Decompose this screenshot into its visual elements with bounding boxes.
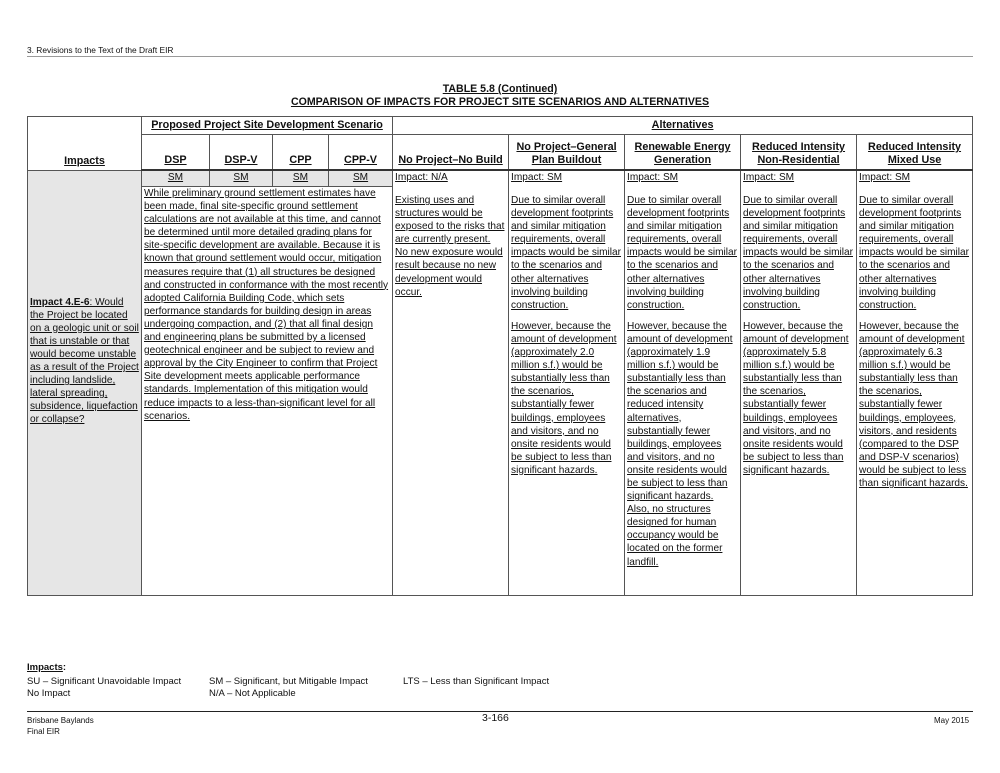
col-header-dsp: DSP	[142, 135, 210, 171]
cell-no-project-no-build	[393, 170, 509, 596]
legend-no-impact: No Impact	[27, 688, 71, 699]
rating-cpp-v: SM	[329, 170, 393, 187]
footer-project: Brisbane Baylands	[27, 716, 94, 725]
analysis-text: Due to similar overall development footprints and similar mitigation requirements, overall impacts would be similar to the scenarios and other alternatives involving building construction.	[743, 195, 853, 311]
col-header-impacts: Impacts	[28, 117, 142, 171]
impact-rating-row	[28, 170, 973, 187]
column-header-row	[28, 135, 973, 171]
col-header-reduced-intensity-non-residential: Reduced Intensity Non-Residential	[741, 135, 857, 171]
rating-dsp-v: SM	[210, 170, 273, 187]
impact-question: : Would the Project be located on a geologic unit or soil that is unstable or that would become unstable as a result of the Project including landslide, lateral spreading, subsidence, liquefaction or collapse?	[30, 296, 139, 426]
analysis-text: Existing uses and structures would be exposed to the risks that are currently present. No new exposure would result because no new development would occur.	[395, 195, 505, 298]
rating-cpp: SM	[273, 170, 329, 187]
col-header-reduced-intensity-mixed-use: Reduced Intensity Mixed Use	[857, 135, 973, 171]
header-rule	[27, 56, 973, 57]
analysis-text: While preliminary ground settlement estimates have been made, final site-specific ground settlement calculations are not available at this time, and cannot be determined until more detailed grading plans for site-specific development are available. Because it is known that ground settlement would occur, mitigation measures require that (1) all structures be designed and constructed in conformance with the most recently adopted California Building Code, which sets performance standards for building design in areas undergoing compaction, and (2) that all final design and engineering plans be submitted by a licensed geotechnical engineer and be subject to review and approval by the City Engineer to confirm that Project Site development meets applicable performance standards. Implementation of this mitigation would reduce impacts to a less-than-significant level for all scenarios.	[144, 188, 389, 422]
col-header-cpp-v: CPP-V	[329, 135, 393, 171]
group-header-proposed: Proposed Project Site Development Scenario	[142, 117, 393, 135]
legend-su: SU – Significant Unavoidable Impact	[27, 676, 182, 687]
analysis-text: However, because the amount of development (approximately 5.8 million s.f.) would be substantially less than the scenarios, substantially fewer buildings, employees and visitors, and no onsite residents would be subject to less than significant hazards.	[743, 320, 849, 476]
col-header-renewable-energy: Renewable Energy Generation	[625, 135, 741, 171]
analysis-text: Due to similar overall development footprints and similar mitigation requirements, overall impacts would be similar to the scenarios and other alternatives involving building construction.	[859, 195, 969, 311]
impact-question-cell	[28, 170, 142, 596]
footer-left	[27, 716, 94, 737]
impact-rating: Impact: N/A	[395, 172, 448, 183]
cell-scenario-analysis	[142, 187, 393, 596]
group-header-row	[28, 117, 973, 135]
legend-col-2	[209, 676, 368, 700]
impact-rating: Impact: SM	[627, 172, 679, 183]
rating-dsp: SM	[142, 170, 210, 187]
page-number: 3-166	[482, 712, 509, 724]
legend-lts: LTS – Less than Significant Impact	[403, 676, 550, 687]
impacts-comparison-table	[27, 116, 973, 596]
footer-doc: Final EIR	[27, 726, 60, 736]
running-header: 3. Revisions to the Text of the Draft EIR	[27, 45, 174, 55]
impact-id: Impact 4.E-6	[30, 296, 90, 308]
legend-col-1	[27, 676, 181, 700]
legend-title: Impacts:	[27, 662, 67, 673]
impact-rating: Impact: SM	[743, 172, 795, 183]
cell-renewable-energy	[625, 170, 741, 596]
cell-reduced-intensity-non-residential	[741, 170, 857, 596]
legend-sm: SM – Significant, but Mitigable Impact	[209, 676, 368, 687]
group-header-alternatives: Alternatives	[393, 117, 973, 135]
legend-na: N/A – Not Applicable	[209, 688, 296, 699]
analysis-text: However, because the amount of development (approximately 2.0 million s.f.) would be substantially less than the scenarios, substantially fewer buildings, employees and visitors, and no onsite residents would be subject to less than significant hazards.	[511, 320, 617, 476]
table-title: TABLE 5.8 (Continued)	[442, 83, 558, 95]
analysis-text: Due to similar overall development footprints and similar mitigation requirements, overall impacts would be similar to the scenarios and other alternatives involving building construction.	[511, 195, 621, 311]
analysis-text: However, because the amount of development (approximately 6.3 million s.f.) would be substantially less than the scenarios, substantially fewer buildings, employees, visitors, and residents (compared to the DSP and DSP-V scenarios) would be subject to less than significant hazards.	[859, 320, 968, 489]
impact-rating: Impact: SM	[859, 172, 911, 183]
col-header-no-project-general-plan: No Project–General Plan Buildout	[509, 135, 625, 171]
cell-reduced-intensity-mixed-use	[857, 170, 973, 596]
cell-no-project-general-plan	[509, 170, 625, 596]
col-header-dsp-v: DSP-V	[210, 135, 273, 171]
analysis-text: However, because the amount of development (approximately 1.9 million s.f.) would be substantially less than the scenarios and reduced intensity alternatives, substantially fewer buildings, employees and visitors, and no onsite residents would be subject to less than significant hazards. Also, no structures designed for human occupancy would be located on the former landfill.	[627, 320, 733, 568]
analysis-text: Due to similar overall development footprints and similar mitigation requirements, overall impacts would be similar to the scenarios and other alternatives involving building construction.	[627, 195, 737, 311]
legend-col-3	[403, 676, 549, 688]
impact-rating: Impact: SM	[511, 172, 563, 183]
table-subtitle: COMPARISON OF IMPACTS FOR PROJECT SITE SCENARIOS AND ALTERNATIVES	[290, 96, 710, 108]
col-header-no-project-no-build: No Project–No Build	[393, 135, 509, 171]
col-header-cpp: CPP	[273, 135, 329, 171]
footer-date: May 2015	[934, 716, 970, 725]
